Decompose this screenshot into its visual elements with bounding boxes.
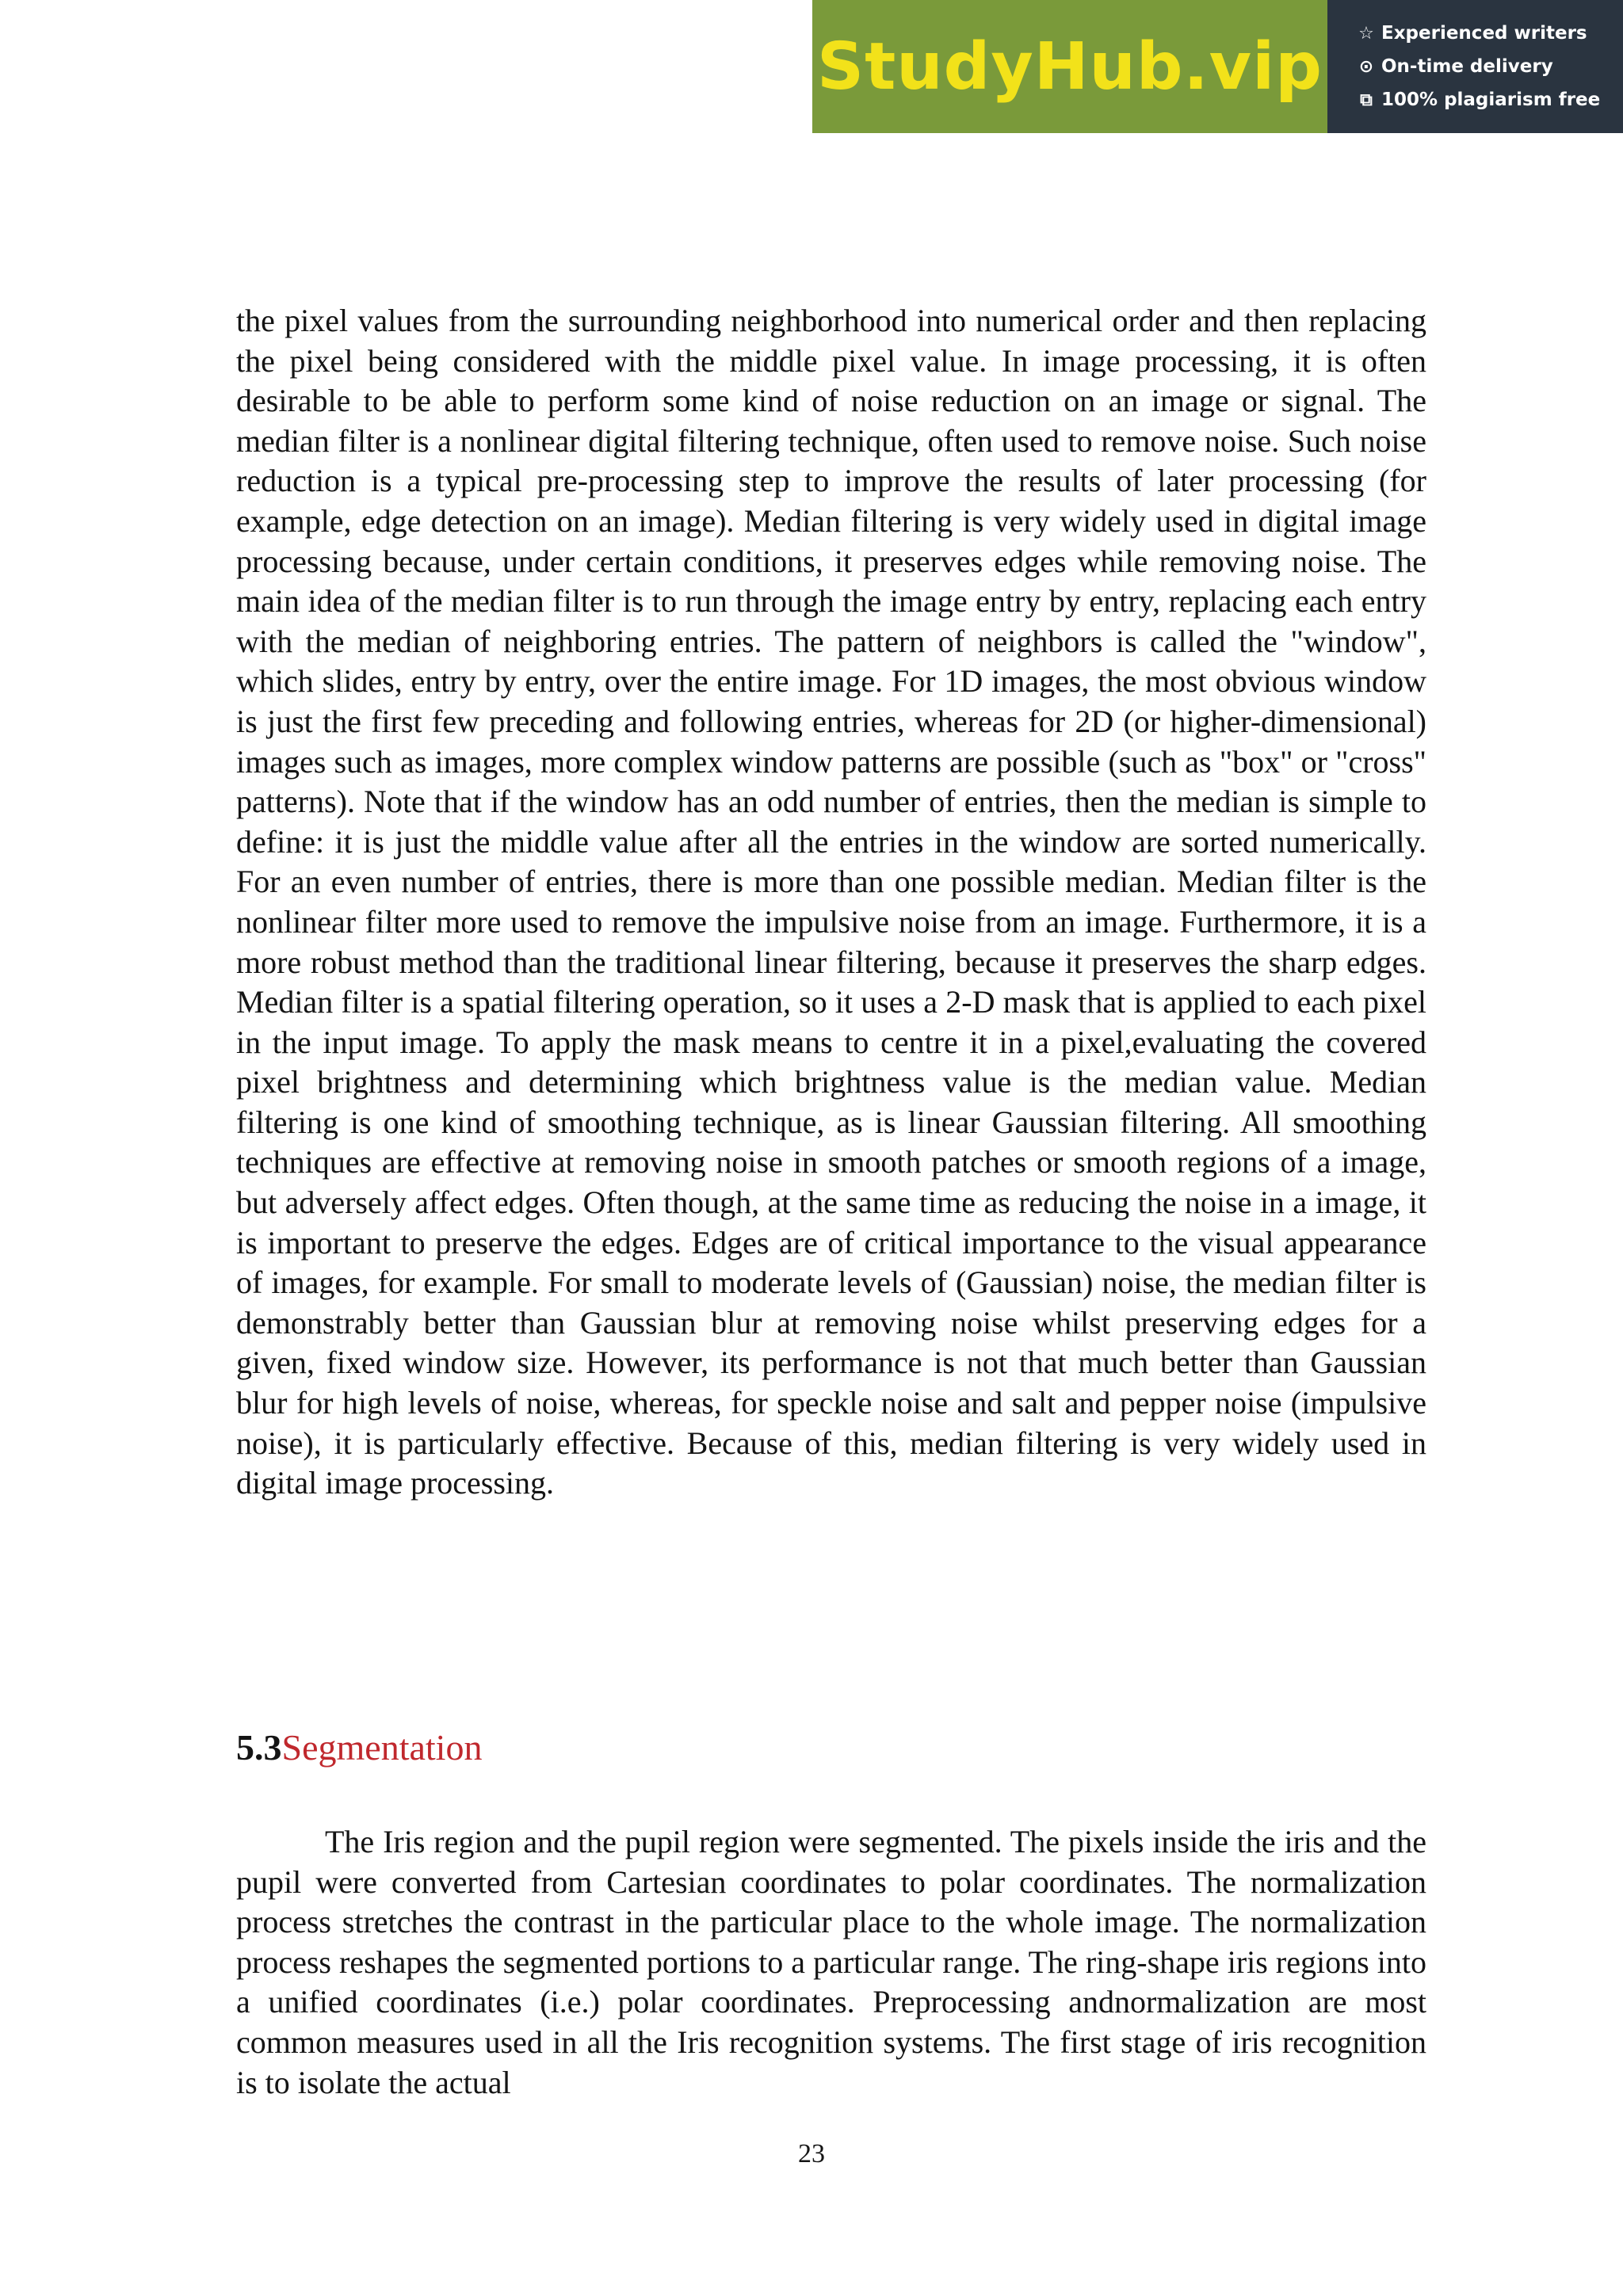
page-number: 23 (798, 2139, 825, 2168)
feature-label: Experienced writers (1381, 23, 1587, 44)
star-icon: ☆ (1358, 23, 1374, 44)
body-paragraph: The Iris region and the pupil region were segmented. The pixels inside the iris and the pupil were converted from Cartesian coordinates to polar coordinates. The normalization process stretches the contrast in the particular place to the whole image. The normalization process reshapes the segmented portions to a particular range. The ring-shape iris regions into a unified coordinates (i.e.) polar coordinates. Preprocessing andnormalization are most common measures used in all the Iris recognition systems. The first stage of iris recognition is to isolate the actual (236, 1824, 1426, 2100)
section-title: Segmentation (281, 1727, 483, 1768)
ad-banner[interactable] (812, 0, 1623, 133)
feature-on-time-delivery (1356, 50, 1623, 83)
copy-icon: ⧉ (1360, 90, 1373, 110)
banner-logo[interactable] (812, 0, 1327, 133)
section-heading (236, 1726, 482, 1770)
section-number: 5.3 (236, 1727, 282, 1768)
body-paragraph: the pixel values from the surrounding neighborhood into numerical order and then replacing the pixel being considered with the middle pixel value. In image processing, it is often desirable to be able to perform some kind of noise reduction on an image or signal. The median filter is a nonlinear digital filtering technique, often used to remove noise. Such noise reduction is a typical pre-processing step to improve the results of later processing (for example, edge detection on an image). Median filtering is very widely used in digital image processing because, under certain conditions, it preserves edges while removing noise. The main idea of the median filter is to run through the image entry by entry, replacing each entry with the median of neighboring entries. The pattern of neighbors is called the "window", which slides, entry by entry, over the entire image. For 1D images, the most obvious window is just the first few preceding and following entries, whereas for 2D (or higher-dimensional) images such as images, more complex window patterns are possible (such as "box" or "cross" patterns). Note that if the window has an odd number of entries, then the median is simple to define: it is just the middle value after all the entries in the window are sorted numerically. For an even number of entries, there is more than one possible median. Median filter is the nonlinear filter more used to remove the impulsive noise from an image. Furthermore, it is a more robust method than the traditional linear filtering, because it preserves the sharp edges. Median filter is a spatial filtering operation, so it uses a 2-D mask that is applied to each pixel in the input image. To apply the mask means to centre it in a pixel,evaluating the covered pixel brightness and determining which brightness value is the median value. Median filtering is one kind of smoothing technique, as is linear Gaussian filtering. All smoothing techniques are effective at removing noise in smooth patches or smooth regions of a image, but adversely affect edges. Often though, at the same time as reducing the noise in a image, it is important to preserve the edges. Edges are of critical importance to the visual appearance of images, for example. For small to moderate levels of (Gaussian) noise, the median filter is demonstrably better than Gaussian blur at removing noise whilst preserving edges for a given, fixed window size. However, its performance is not that much better than Gaussian blur for high levels of noise, whereas, for speckle noise and salt and pepper noise (impulsive noise), it is particularly effective. Because of this, median filtering is very widely used in digital image processing. (236, 303, 1426, 1501)
feature-label: On-time delivery (1381, 56, 1553, 77)
document-body (236, 301, 1426, 1504)
banner-features (1327, 0, 1623, 133)
feature-label: 100% plagiarism free (1381, 90, 1601, 110)
clock-icon: ⊙ (1358, 56, 1374, 77)
feature-experienced-writers (1356, 17, 1623, 50)
feature-plagiarism-free (1356, 83, 1623, 116)
logo-text: StudyHub.vip (817, 29, 1323, 105)
